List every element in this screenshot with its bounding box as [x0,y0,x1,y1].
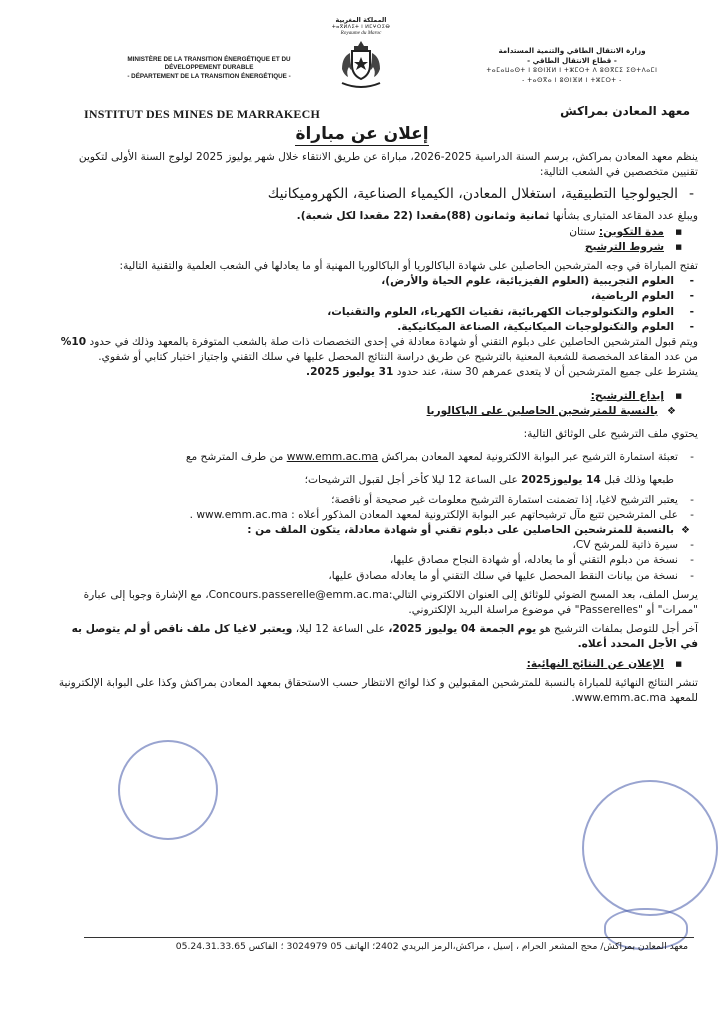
intro-paragraph: ينظم معهد المعادن بمراكش، برسم السنة الدراسية 2025-2026، مباراة عن طريق الانتقاء خلال شهر يوليوز 2025 لولوج السنة الأولى لتكوين تقنيين متخصصين في الشعب التالية: [78,151,698,179]
bac-heading [54,404,698,419]
ministry-header-ar [438,46,706,86]
diploma-percent: 10% [60,336,87,349]
official-stamp-icon [118,740,218,840]
results-item [54,657,698,672]
bac-branch-2: - العلوم الرياضية، [54,289,698,304]
age-date: 31 يوليوز 2025. [306,366,394,379]
submission-item [54,389,698,404]
coat-of-arms-icon [332,39,390,91]
ministry-line-2: DÉVELOPPEMENT DURABLE [164,64,254,72]
diploma-heading: ❖ بالنسبة للمترشحين الحاصلين على دبلوم تقني أو شهادة معادلة، يتكون الملف من : [54,523,698,538]
deadline-paragraph [54,622,698,652]
seats-count: ثمانية وثمانون (88)مقعدا (22 مقعدا لكل شعبة). [296,210,550,223]
eligibility-paragraph: تفتح المباراة في وجه المترشحين الحاصلين على شهادة الباكالوريا أو الباكالوريا المهنية أو ما يعادلها في الشعب العلمية والتقنية التالية: [119,260,698,273]
print-text-a: طبعها وذلك قبل [600,474,674,487]
print-item [54,473,698,488]
ministry-line-1: MINISTÈRE DE LA TRANSITION ÉNERGÉTIQUE ET DU [127,56,291,63]
form-link[interactable]: www.emm.ac.ma [286,451,379,464]
results-paragraph: تنشر النتائج النهائية للمباراة بالنسبة للمترشحين المقبولين و كذا لوائح الانتظار حسب الاستحقاق بمعهد المعادن بمراكش وكذا على البوابة الإلكترونية للمعهد www.emm.ac.ma. [58,676,698,705]
form-text-a: تعبئة استمارة الترشيح عبر البوابة الالكترونية لمعهد المعادن بمراكش [378,451,678,464]
ministry-ar-line-2: - قطاع الانتقال الطاقي - [527,56,617,65]
diploma-doc-1: - سيرة ذاتية للمرشح CV، [54,538,698,553]
ministry-header-fr [104,56,314,81]
bac-heading-text: بالنسبة للمترشحين الحاصلين على الباكالوريا [426,404,658,417]
conditions-label: شروط الترشيح [584,240,664,253]
ministry-tifinagh-2: - ⵜⴰⵙⴳⴰ ⵏ ⵓⵙⵏⴼⵍ ⵏ ⵜⵣⵎⵔⵜ - [522,77,622,84]
ministry-tifinagh-1: ⵜⴰⵎⴰⵡⴰⵙⵜ ⵏ ⵓⵙⵏⴼⵍ ⵏ ⵜⵣⵎⵔⵜ ⴷ ⵓⵙⴳⵎⵉ ⵉⵙⵜⴷⴰⵎⵏ [486,67,658,74]
form-item [54,450,698,465]
diploma-text-a: ويتم قبول المترشحين الحاصلين على دبلوم التقني أو شهادة معادلة في إحدى التخصصات ذات صلة بالشعب المتوفرة بالمعهد وذلك في حدود [86,336,698,349]
diploma-text-b: من عدد المقاعد المخصصة للشعبة المعنية بالترشيح عن طريق دراسة النتائج المحصل عليها في سلك التقني واجتياز اختبار كتابي أو شفوي. [98,351,698,364]
duration-value: سنتان [569,225,599,238]
footer-address: معهد المعادن بمراكش/ محج المشعر الحرام ، إسيل ، مراكش،الرمز البريدي 2402؛ الهاتف 05 3024979 ؛ الفاكس 05.24.31.33.65 [175,941,688,952]
institute-name-ar: معهد المعادن بمراكش [560,104,690,118]
seats-paragraph [54,209,698,224]
deadline-date: يوم الجمعة 04 يوليوز 2025، [388,623,537,636]
ministry-ar-line-1: وزارة الانتقال الطاقي والتنمية المستدامة [498,46,646,55]
seats-prefix: ويبلغ عدد المقاعد المتبارى بشأنها [549,210,698,223]
print-text-b: على الساعة 12 ليلا كأخر أجل لقبول الترشيحات؛ [304,474,522,487]
kingdom-header [318,16,404,91]
kingdom-arabic: المملكة المغربية [335,16,387,24]
footer-divider [84,937,694,938]
send-paragraph: يرسل الملف، بعد المسح الضوئي للوثائق إلى العنوان الالكتروني التالي:Concours.passerelle@emm.ac.ma، مع الإشارة وجوبا إلى عبارة "ممرات" أو "Passerelles" في موضوع مراسلة البريد الإلكتروني. [83,588,698,617]
kingdom-french: Royaume du Maroc [340,30,382,36]
cancel-item: - يعتبر الترشيح لاغيا، إذا تضمنت استمارة الترشيح معلومات غير صحيحة أو ناقصة؛ [54,493,698,508]
diploma-paragraph [54,335,698,365]
institute-stamp-icon [582,780,718,916]
announcement-title-text: إعلان عن مباراة [295,124,429,144]
ministry-line-3: - DÉPARTEMENT DE LA TRANSITION ÉNERGÉTIQUE - [127,72,291,80]
age-paragraph [54,365,698,380]
announcement-body [54,150,698,706]
duration-label: مدة التكوين: [598,225,664,238]
form-text-b: من طرف المترشح مع [185,451,287,464]
deadline-text-b: على الساعة 12 ليلا، [292,623,389,636]
kingdom-tifinagh: ⵜⴰⴳⵍⴷⵉⵜ ⵏ ⵍⵎⵖⵔⵉⴱ [331,24,391,30]
deadline-text-a: آخر أجل للتوصل بملفات الترشيح هو [536,623,698,636]
duration-item [54,225,698,240]
file-contains-line: يحتوي ملف الترشيح على الوثائق التالية: [523,428,698,441]
follow-item: - على المترشحين تتبع مآل ترشيحاتهم عبر البوابة الإلكترونية لمعهد المعادن المذكور أعلاه : www.emm.ac.ma . [54,508,698,523]
conditions-item [54,240,698,255]
print-date: 14 يوليوز2025 [521,474,601,487]
submission-label: إيداع الترشيح: [590,389,664,402]
deadline-warning: ويعتبر لاغيا كل ملف ناقص أو لم يتوصل به في الأجل المحدد أعلاه. [71,623,698,651]
announcement-title [0,124,724,144]
bac-branch-4: - العلوم والتكنولوجيات الميكانيكية، الصناعة الميكانيكية. [54,320,698,335]
diploma-doc-2: - نسخة من دبلوم التقني أو ما يعادله، أو شهادة النجاح مصادق عليها، [54,553,698,568]
bac-branch-3: - العلوم والتكنولوجيات الكهربائية، تقنيات الكهرباء، العلوم والتقنيات، [54,305,698,320]
bac-branch-1: - العلوم التجريبية (العلوم الفيزيائية، علوم الحياة والأرض)، [54,274,698,289]
diploma-doc-3: - نسخة من بيانات النقط المحصل عليها في سلك التقني أو ما يعادله مصادق عليها، [54,569,698,584]
results-label: الإعلان عن النتائج النهائية: [526,657,664,670]
specialties-line: - الجيولوجيا التطبيقية، استغلال المعادن، الكيمياء الصناعية، الكهروميكانيك [54,183,698,205]
institute-name-fr: INSTITUT DES MINES DE MARRAKECH [84,107,321,121]
age-text: يشترط على جميع المترشحين أن لا يتعدى عمرهم 30 سنة، عند حدود [393,366,698,379]
